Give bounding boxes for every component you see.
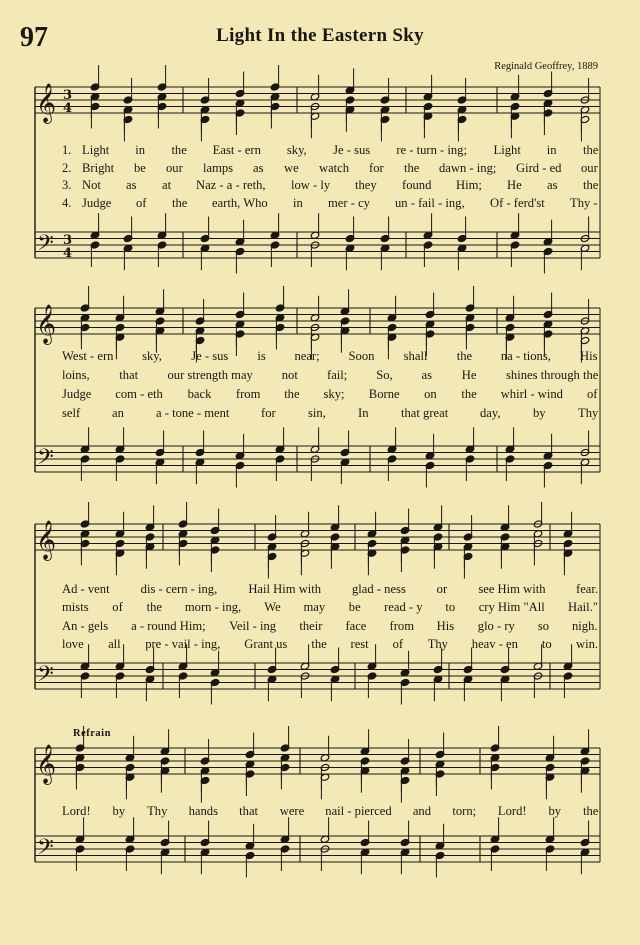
lyric-syllable: were [279, 804, 305, 818]
lyric-syllable: sky; [323, 387, 345, 401]
lyric-syllable: may [303, 600, 326, 614]
lyric-syllable: Light [82, 143, 110, 157]
lyric-syllable: by [112, 804, 126, 818]
lyric-syllable: Thy [578, 406, 599, 420]
lyric-syllable: Naz - a - reth, [196, 178, 266, 192]
lyric-syllable: sky, [286, 143, 307, 157]
lyric-syllable: to [445, 600, 456, 614]
lyric-line [62, 637, 598, 654]
lyric-syllable: by [548, 804, 562, 818]
lyric-syllable: Not [82, 178, 101, 192]
bass-clef: 𝄢 [37, 445, 54, 475]
lyric-syllable: Je - sus [333, 143, 371, 157]
lyric-syllable: our [581, 161, 598, 175]
lyric-syllable: cry Him "All [478, 600, 545, 614]
lyric-syllable: nail - pierced [325, 804, 392, 818]
lyric-syllable: glad - ness [352, 582, 406, 596]
lyric-syllable: read - y [384, 600, 423, 614]
lyric-syllable: Thy - [570, 196, 598, 210]
lyric-line [62, 143, 598, 160]
verse-number: 1. [62, 143, 72, 157]
treble-clef: 𝄞 [36, 744, 57, 784]
hymn-title: Light In the Eastern Sky [216, 25, 424, 46]
lyric-syllable: found [402, 178, 432, 192]
lyric-syllable: Veil - ing [229, 619, 277, 633]
lyric-syllable: His [580, 349, 598, 363]
lyric-line [62, 178, 598, 195]
lyric-line [62, 196, 598, 213]
lyric-syllable: as [547, 178, 558, 192]
lyric-syllable: as [421, 368, 432, 382]
lyric-syllable: the [404, 161, 420, 175]
lyric-syllable: our [166, 161, 183, 175]
lyric-syllable: the [146, 600, 162, 614]
lyric-syllable: for [369, 161, 384, 175]
lyric-syllable: that [239, 804, 259, 818]
lyric-syllable: in [135, 143, 146, 157]
lyric-syllable: sky, [142, 349, 162, 363]
hymn-number: 97 [20, 22, 48, 53]
lyric-syllable: West - ern [62, 349, 114, 363]
lyric-syllable: near; [294, 349, 320, 363]
lyric-syllable: of [136, 196, 147, 210]
lyric-syllable: We [264, 600, 281, 614]
lyric-syllable: lamps [203, 161, 234, 175]
lyric-syllable: the [456, 349, 473, 363]
lyric-syllable: Je - sus [191, 349, 229, 363]
bass-clef: 𝄢 [37, 231, 54, 261]
lyric-syllable: the [171, 143, 187, 157]
lyric-line [62, 161, 598, 178]
lyric-syllable: Thy [147, 804, 168, 818]
lyric-syllable: be [348, 600, 361, 614]
lyric-syllable: that [119, 368, 139, 382]
lyric-syllable: Ad - vent [62, 582, 110, 596]
lyric-syllable: of [112, 600, 123, 614]
lyric-line [62, 368, 598, 385]
lyric-syllable: day, [480, 406, 501, 420]
lyric-syllable: and [412, 804, 431, 818]
lyric-syllable: Borne [368, 387, 400, 401]
lyric-syllable: in [293, 196, 303, 210]
lyric-syllable: is [257, 349, 266, 363]
lyric-syllable: Grant us [244, 637, 288, 651]
lyric-syllable: torn; [452, 804, 477, 818]
lyric-syllable: they [355, 178, 377, 192]
verse-number: 3. [62, 178, 72, 192]
lyric-syllable: un - fail - ing, [395, 196, 465, 210]
lyric-line [62, 349, 598, 366]
lyric-syllable: fail; [327, 368, 348, 382]
lyric-syllable: hands [188, 804, 219, 818]
lyric-syllable: at [162, 178, 172, 192]
lyric-syllable: our strength may [167, 368, 253, 382]
lyric-syllable: the [284, 387, 300, 401]
lyric-syllable: He [461, 368, 477, 382]
lyric-syllable: love [62, 637, 84, 651]
lyric-syllable: Hail Him with [248, 582, 322, 596]
lyric-syllable: from [389, 619, 415, 633]
lyric-syllable: whirl - wind [500, 387, 563, 401]
lyric-syllable: East - ern [212, 143, 261, 157]
lyric-line [62, 619, 598, 636]
bass-clef: 𝄢 [37, 662, 54, 692]
lyric-syllable: the [583, 143, 599, 157]
lyric-syllable: for [261, 406, 276, 420]
lyric-syllable: of [392, 637, 404, 651]
lyric-syllable: the [172, 196, 188, 210]
lyric-syllable: in [546, 143, 557, 157]
lyric-syllable: the [461, 387, 477, 401]
lyric-syllable: His [436, 619, 455, 633]
lyric-syllable: that great [401, 406, 449, 420]
lyric-syllable: na - tions, [500, 349, 551, 363]
lyric-syllable: on [424, 387, 437, 401]
lyric-syllable: as [126, 178, 137, 192]
time-signature: 4 [63, 246, 73, 261]
lyric-syllable: so [537, 619, 550, 633]
lyric-syllable: Lord! [62, 804, 91, 818]
time-signature: 4 [63, 101, 73, 116]
lyric-syllable: He [507, 178, 522, 192]
refrain-label: Refrain [73, 728, 111, 739]
treble-clef: 𝄞 [36, 520, 57, 560]
lyric-syllable: mists [62, 600, 89, 614]
lyric-syllable: low - ly [291, 178, 331, 192]
lyric-syllable: loins, [62, 368, 90, 382]
lyric-syllable: pre - vail - ing, [145, 637, 221, 651]
lyric-syllable: as [253, 161, 264, 175]
lyric-line [62, 600, 598, 617]
lyric-syllable: see Him with [478, 582, 546, 596]
lyric-line [62, 804, 598, 821]
lyric-syllable: or [436, 582, 448, 596]
lyric-syllable: nigh. [572, 619, 598, 633]
lyric-syllable: Judge [82, 196, 112, 210]
lyric-syllable: an [112, 406, 124, 420]
lyric-syllable: dawn - ing; [439, 161, 497, 175]
time-signature: 3 [63, 233, 73, 248]
lyric-syllable: com - eth [115, 387, 163, 401]
lyric-syllable: Light [493, 143, 521, 157]
bass-clef: 𝄢 [37, 835, 54, 865]
time-signature: 3 [63, 88, 73, 103]
lyric-syllable: not [281, 368, 298, 382]
lyric-syllable: Of - ferd'st [490, 196, 545, 210]
lyric-syllable: face [345, 619, 367, 633]
lyric-syllable: shall [403, 349, 428, 363]
lyric-syllable: all [108, 637, 121, 651]
lyric-syllable: rest [350, 637, 369, 651]
treble-clef: 𝄞 [36, 83, 57, 123]
lyric-syllable: win. [576, 637, 599, 651]
lyric-syllable: the [311, 637, 327, 651]
lyric-syllable: Gird - ed [516, 161, 562, 175]
lyric-syllable: Bright [82, 161, 115, 175]
lyric-syllable: a - round Him; [131, 619, 206, 633]
lyric-syllable: glo - ry [477, 619, 515, 633]
author-credit: Reginald Geoffrey, 1889 [494, 61, 598, 72]
lyric-syllable: Hail." [568, 600, 598, 614]
treble-clef: 𝄞 [36, 304, 57, 344]
lyric-syllable: fear. [576, 582, 599, 596]
lyric-syllable: a - tone - ment [156, 406, 230, 420]
verse-number: 2. [62, 161, 72, 175]
lyric-syllable: the [583, 178, 599, 192]
lyric-syllable: their [299, 619, 323, 633]
lyric-syllable: Thy [427, 637, 448, 651]
lyric-syllable: back [187, 387, 212, 401]
lyric-syllable: dis - cern - ing, [140, 582, 218, 596]
lyric-syllable: Him; [456, 178, 482, 192]
lyric-syllable: mer - cy [328, 196, 370, 210]
verse-number: 4. [62, 196, 72, 210]
lyric-syllable: earth, Who [212, 196, 268, 210]
lyric-syllable: re - turn - ing; [396, 143, 467, 157]
lyric-syllable: by [533, 406, 546, 420]
lyric-syllable: morn - ing, [184, 600, 242, 614]
lyric-syllable: In [358, 406, 369, 420]
lyric-syllable: An - gels [62, 619, 109, 633]
lyric-syllable: watch [319, 161, 350, 175]
lyric-syllable: shines through the [506, 368, 599, 382]
lyric-syllable: be [134, 161, 146, 175]
lyric-syllable: Soon [348, 349, 375, 363]
lyric-syllable: heav - en [471, 637, 518, 651]
lyric-line [62, 406, 598, 423]
lyric-syllable: to [541, 637, 552, 651]
lyric-line [62, 387, 598, 404]
lyric-syllable: self [62, 406, 81, 420]
lyric-syllable: the [583, 804, 599, 818]
lyric-syllable: from [235, 387, 261, 401]
lyric-syllable: Lord! [497, 804, 527, 818]
lyric-syllable: of [587, 387, 598, 401]
lyric-syllable: Judge [62, 387, 92, 401]
lyric-syllable: So, [376, 368, 393, 382]
lyric-syllable: sin, [308, 406, 326, 420]
lyric-syllable: we [284, 161, 299, 175]
lyric-line [62, 582, 598, 599]
